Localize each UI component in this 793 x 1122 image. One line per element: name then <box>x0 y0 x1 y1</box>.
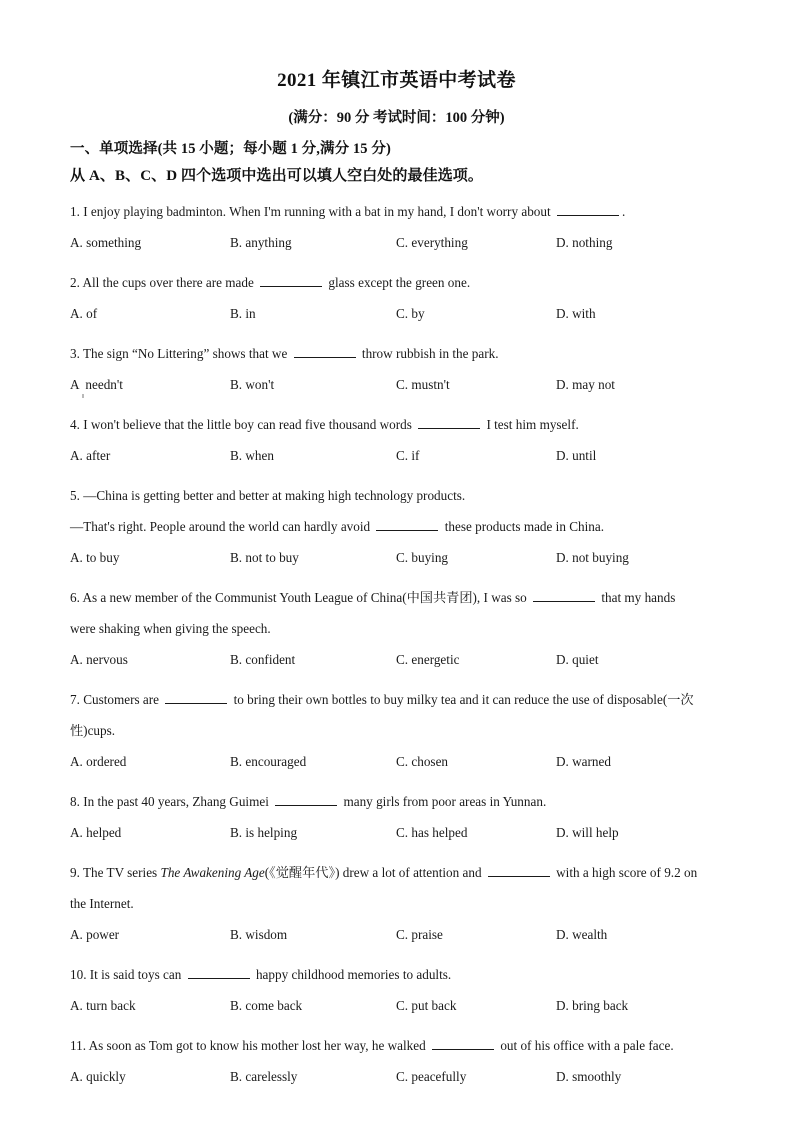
option-d[interactable]: D. nothing <box>556 235 613 250</box>
question-8-stem <box>70 786 723 817</box>
option-a[interactable]: A. to buy <box>70 550 120 565</box>
option-c[interactable]: C. by <box>396 306 425 321</box>
question-2 <box>70 258 723 329</box>
question-1-stem <box>70 196 723 227</box>
question-8-stem-after: many girls from poor areas in Yunnan. <box>340 794 547 809</box>
question-6 <box>70 573 723 675</box>
option-a[interactable]: A. ordered <box>70 754 127 769</box>
answer-blank <box>294 346 356 358</box>
option-a[interactable]: A. after <box>70 448 111 463</box>
answer-blank <box>260 275 322 287</box>
question-7-stem-after: to bring their own bottles to buy milky tea and it can reduce the use of disposable(一次 <box>230 692 694 707</box>
question-4-options <box>70 440 723 471</box>
option-c[interactable]: C. if <box>396 448 420 463</box>
question-5-dialogue-line-1: 5. —China is getting better and better at making high technology products. <box>70 488 466 503</box>
option-d[interactable]: D. bring back <box>556 998 629 1013</box>
question-4 <box>70 400 723 471</box>
question-11-stem-before: 11. As soon as Tom got to know his mother lost her way, he walked <box>70 1038 430 1053</box>
option-a[interactable]: A. turn back <box>70 998 136 1013</box>
answer-blank <box>488 865 550 877</box>
question-4-stem-after: I test him myself. <box>483 417 579 432</box>
option-c[interactable]: C. has helped <box>396 825 468 840</box>
question-8-options <box>70 817 723 848</box>
question-2-options <box>70 298 723 329</box>
question-9-stem-after: with a high score of 9.2 on <box>552 865 698 880</box>
option-b[interactable]: B. not to buy <box>230 550 299 565</box>
question-3 <box>70 329 723 400</box>
question-9-options <box>70 919 723 950</box>
question-5-stem <box>70 511 723 542</box>
question-2-stem <box>70 267 723 298</box>
question-7-stem-line-2: 性)cups. <box>70 723 116 738</box>
question-3-stem-before: 3. The sign “No Littering” shows that we <box>70 346 291 361</box>
question-1-stem-after: . <box>621 204 626 219</box>
question-9-stem-line-2: the Internet. <box>70 896 134 911</box>
answer-blank <box>188 967 250 979</box>
option-a[interactable]: A needn't <box>70 377 123 392</box>
question-9-title-italic: The Awakening Age <box>160 865 265 880</box>
option-d[interactable]: D. until <box>556 448 597 463</box>
question-11-options <box>70 1061 723 1092</box>
question-2-stem-before: 2. All the cups over there are made <box>70 275 258 290</box>
option-c[interactable]: C. praise <box>396 927 443 942</box>
question-1 <box>70 187 723 258</box>
question-8 <box>70 777 723 848</box>
question-4-stem <box>70 409 723 440</box>
question-5-options <box>70 542 723 573</box>
option-d[interactable]: D. smoothly <box>556 1069 622 1084</box>
option-d[interactable]: D. with <box>556 306 596 321</box>
option-c[interactable]: C. energetic <box>396 652 460 667</box>
answer-blank <box>432 1038 494 1050</box>
option-a[interactable]: A. of <box>70 306 98 321</box>
question-11-stem <box>70 1030 723 1061</box>
option-c[interactable]: C. mustn't <box>396 377 450 392</box>
question-10-stem-after: happy childhood memories to adults. <box>252 967 452 982</box>
question-9 <box>70 848 723 950</box>
section-instruction: 从 A、B、C、D 四个选项中选出可以填人空白处的最佳选项。 <box>70 168 484 184</box>
option-c[interactable]: C. peacefully <box>396 1069 467 1084</box>
option-c[interactable]: C. put back <box>396 998 457 1013</box>
question-10-stem <box>70 959 723 990</box>
option-b[interactable]: B. encouraged <box>230 754 307 769</box>
question-9-stem <box>70 857 723 888</box>
option-d[interactable]: D. warned <box>556 754 611 769</box>
answer-blank <box>275 794 337 806</box>
answer-blank <box>418 417 480 429</box>
answer-blank <box>376 519 438 531</box>
option-b[interactable]: B. won't <box>230 377 275 392</box>
question-1-stem-before: 1. I enjoy playing badminton. When I'm running with a bat in my hand, I don't worry about <box>70 204 554 219</box>
question-5-stem-after: these products made in China. <box>441 519 605 534</box>
question-5 <box>70 471 723 573</box>
question-10-options <box>70 990 723 1021</box>
answer-blank <box>557 204 619 216</box>
option-d[interactable]: D. quiet <box>556 652 599 667</box>
question-11-stem-after: out of his office with a pale face. <box>497 1038 674 1053</box>
option-b[interactable]: B. come back <box>230 998 303 1013</box>
question-6-stem-before: 6. As a new member of the Communist Youth League of China(中国共青团), I was so <box>70 590 531 605</box>
question-9-stem-prefix: 9. The TV series <box>70 865 161 880</box>
option-d[interactable]: D. wealth <box>556 927 608 942</box>
question-5-stem-before: —That's right. People around the world can hardly avoid <box>70 519 374 534</box>
question-10-stem-before: 10. It is said toys can <box>70 967 185 982</box>
option-d[interactable]: D. will help <box>556 825 619 840</box>
question-11 <box>70 1021 723 1092</box>
option-a[interactable]: A. quickly <box>70 1069 126 1084</box>
question-6-stem <box>70 582 723 613</box>
question-10 <box>70 950 723 1021</box>
question-9-stem-mid: (《觉醒年代》) drew a lot of attention and <box>264 865 485 880</box>
option-d[interactable]: D. not buying <box>556 550 629 565</box>
option-b[interactable]: B. confident <box>230 652 296 667</box>
question-7 <box>70 675 723 777</box>
option-b[interactable]: B. wisdom <box>230 927 288 942</box>
option-b[interactable]: B. in <box>230 306 256 321</box>
option-a[interactable]: A. nervous <box>70 652 128 667</box>
question-7-options <box>70 746 723 777</box>
question-7-stem <box>70 684 723 715</box>
option-b[interactable]: B. is helping <box>230 825 298 840</box>
question-4-stem-before: 4. I won't believe that the little boy can read five thousand words <box>70 417 416 432</box>
option-b[interactable]: B. carelessly <box>230 1069 298 1084</box>
question-6-options <box>70 644 723 675</box>
option-c[interactable]: C. chosen <box>396 754 449 769</box>
option-c[interactable]: C. everything <box>396 235 468 250</box>
option-a[interactable]: A. helped <box>70 825 122 840</box>
question-2-stem-after: glass except the green one. <box>325 275 471 290</box>
question-6-stem-line-2: were shaking when giving the speech. <box>70 621 271 636</box>
question-1-options <box>70 227 723 258</box>
answer-blank <box>165 692 227 704</box>
question-8-stem-before: 8. In the past 40 years, Zhang Guimei <box>70 794 273 809</box>
option-a[interactable]: A. something <box>70 235 142 250</box>
answer-blank <box>533 590 595 602</box>
question-3-stem <box>70 338 723 369</box>
option-b[interactable]: B. when <box>230 448 274 463</box>
question-6-stem-after: that my hands <box>598 590 676 605</box>
question-7-stem-before: 7. Customers are <box>70 692 163 707</box>
page-title: 2021 年镇江市英语中考试卷 <box>277 70 516 91</box>
question-3-stem-after: throw rubbish in the park. <box>358 346 499 361</box>
option-d[interactable]: D. may not <box>556 377 615 392</box>
option-a[interactable]: A. power <box>70 927 120 942</box>
option-b[interactable]: B. anything <box>230 235 292 250</box>
question-3-options <box>70 369 723 400</box>
exam-info-subtitle: (满分：90 分 考试时间：100 分钟) <box>288 110 505 126</box>
section-heading: 一、单项选择(共 15 小题；每小题 1 分,满分 15 分) <box>70 141 391 157</box>
scan-artifact-mark <box>82 394 84 398</box>
option-c[interactable]: C. buying <box>396 550 449 565</box>
